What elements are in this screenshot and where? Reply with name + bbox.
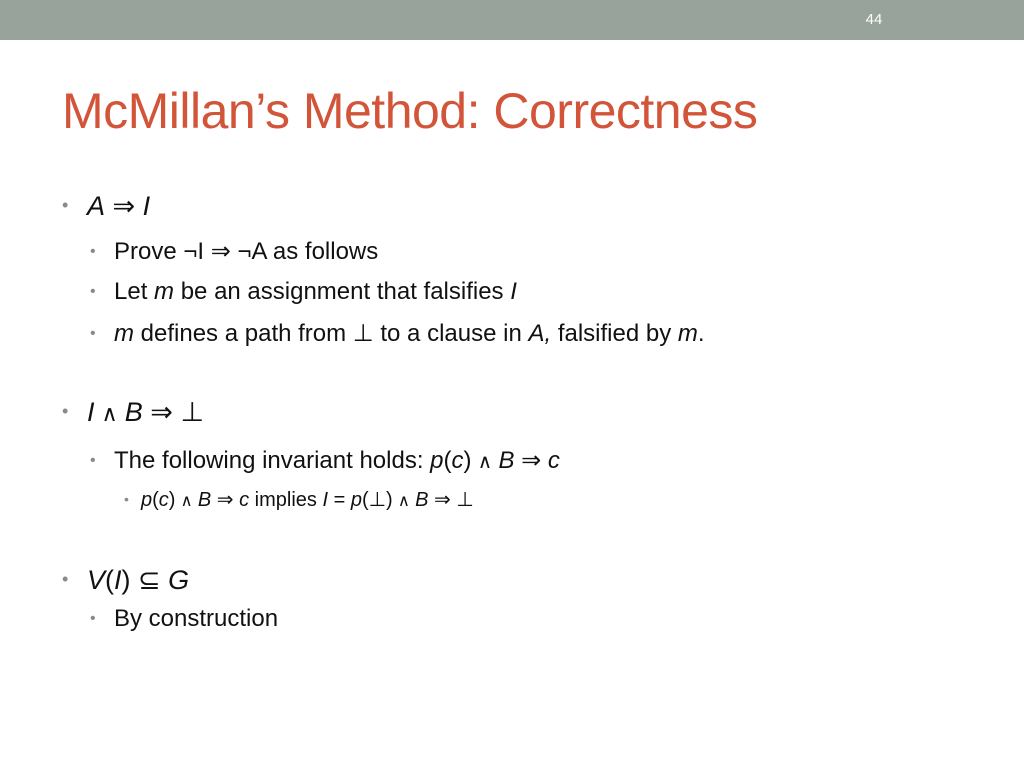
sub-bullet-m-defines-path: • m defines a path from ⊥ to a clause in A, falsified by m.: [90, 320, 705, 347]
bullet-icon: •: [90, 243, 96, 260]
bullet-icon: •: [62, 569, 69, 589]
sub-bullet-invariant: • The following invariant holds: p(c) ∧ B ⇒ c: [90, 447, 560, 474]
bullet-a-implies-i: • A ⇒ I: [62, 191, 151, 221]
bullet-i-and-b-implies-bottom: • I ∧ B ⇒ ⊥: [62, 397, 204, 427]
bullet-icon: •: [62, 195, 69, 215]
bullet-icon: •: [90, 325, 96, 342]
sub-sub-bullet-implies: • p(c) ∧ B ⇒ c implies I = p(⊥) ∧ B ⇒ ⊥: [124, 489, 474, 511]
bullet-icon: •: [124, 491, 129, 507]
sub-bullet-let-m: • Let m be an assignment that falsifies I: [90, 278, 517, 305]
sub-bullet-by-construction: • By construction: [90, 605, 279, 632]
bullet-vi-subset-g: • V(I) ⊆ G: [62, 565, 190, 595]
bullet-icon: •: [90, 452, 96, 469]
top-bar: [0, 0, 1024, 40]
slide-title: McMillan’s Method: Correctness: [62, 83, 758, 139]
bullet-icon: •: [62, 401, 69, 421]
slide-number: 44: [865, 11, 883, 28]
bullet-icon: •: [90, 610, 96, 627]
sub-bullet-prove: • Prove ¬I ⇒ ¬A as follows: [90, 238, 379, 265]
bullet-icon: •: [90, 283, 96, 300]
